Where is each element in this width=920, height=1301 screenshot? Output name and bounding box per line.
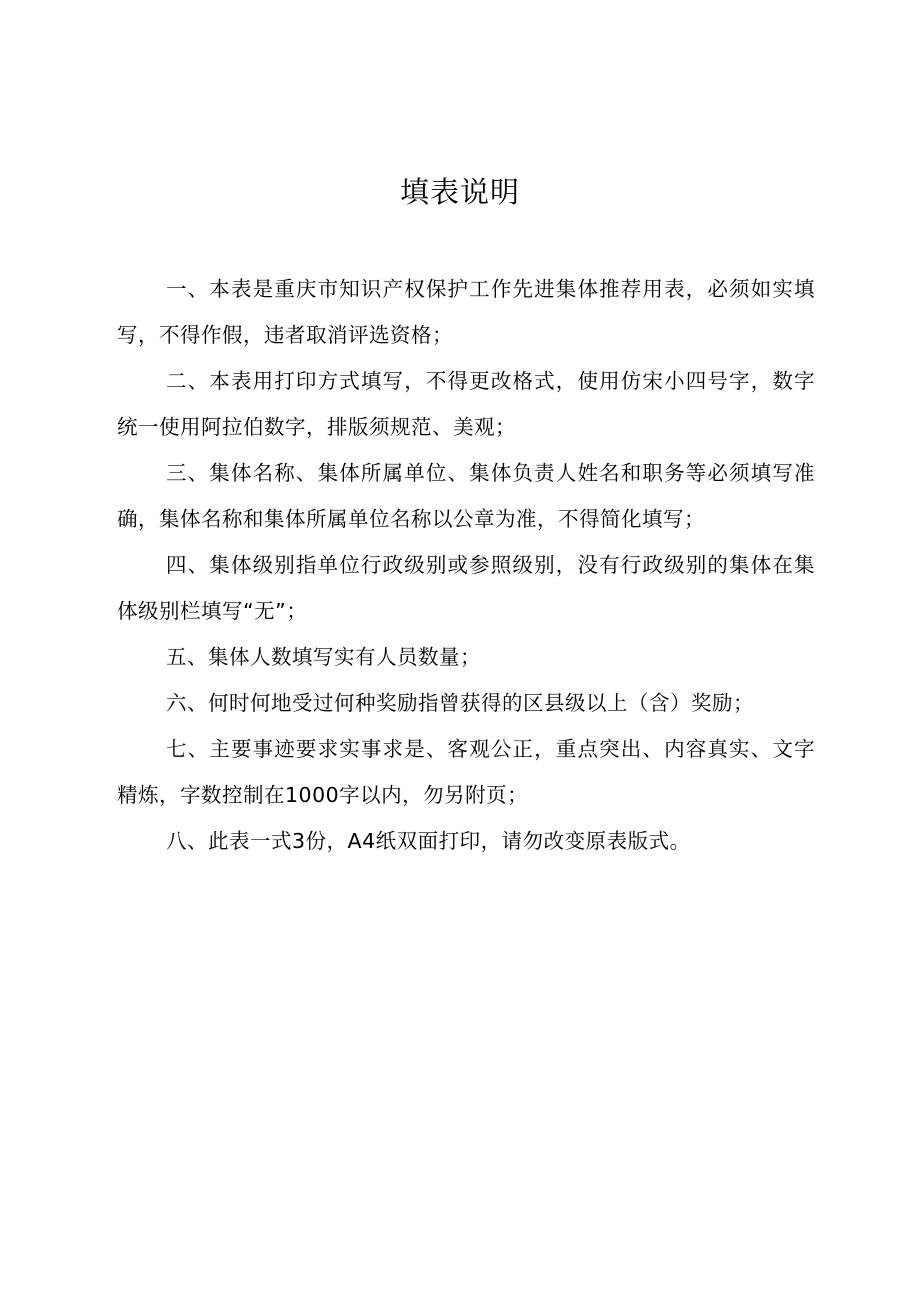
instruction-7: 七、主要事迹要求实事求是、客观公正，重点突出、内容真实、文字精炼，字数控制在1000字以内，勿另附页； xyxy=(117,737,815,807)
page-title: 填表说明 xyxy=(399,175,520,209)
instruction-6: 六、何时何地受过何种奖励指曾获得的区县级以上（含）奖励； xyxy=(166,691,754,715)
instruction-3: 三、集体名称、集体所属单位、集体负责人姓名和职务等必须填写准确，集体名称和集体所属单位名称以公章为准，不得简化填写； xyxy=(117,461,815,531)
instruction-8: 八、此表一式3份，A4纸双面打印，请勿改变原表版式。 xyxy=(166,829,691,853)
instructions-list xyxy=(117,266,815,864)
instruction-4: 四、集体级别指单位行政级别或参照级别，没有行政级别的集体在集体级别栏填写“无”； xyxy=(117,553,815,623)
instruction-1: 一、本表是重庆市知识产权保护工作先进集体推荐用表，必须如实填写，不得作假，违者取消评选资格； xyxy=(117,277,815,347)
instruction-2: 二、本表用打印方式填写，不得更改格式，使用仿宋小四号字，数字统一使用阿拉伯数字，排版须规范、美观； xyxy=(117,369,815,439)
instruction-5: 五、集体人数填写实有人员数量； xyxy=(166,645,481,669)
